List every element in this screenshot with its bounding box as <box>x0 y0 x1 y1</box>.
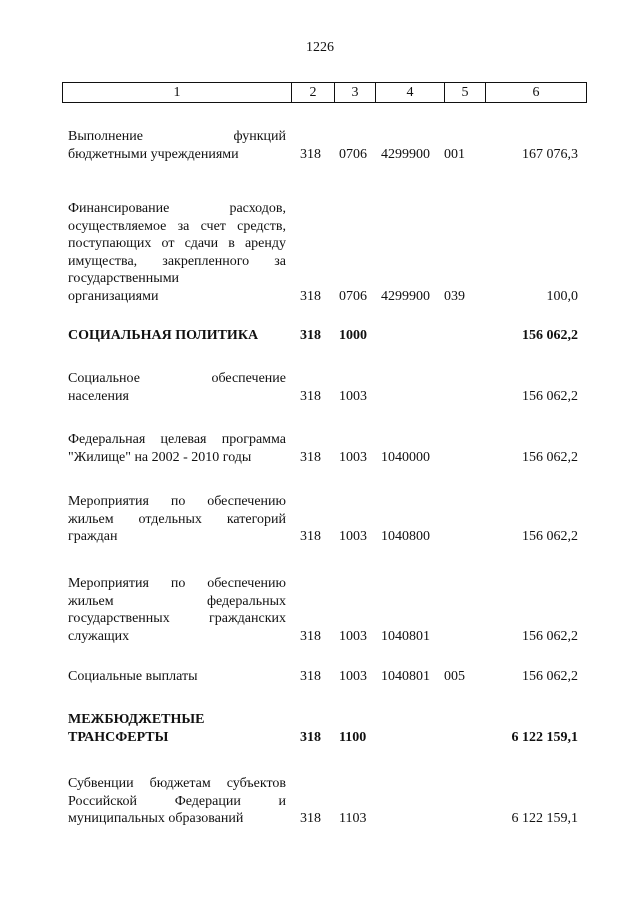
description-line: населения <box>68 388 129 404</box>
row-description <box>68 575 286 645</box>
cell-amount: 156 062,2 <box>522 388 578 404</box>
description-line: Субвенции бюджетам субъектов <box>68 776 286 791</box>
cell-code-2: 1003 <box>339 669 367 684</box>
description-line: Финансирование расходов, <box>68 201 286 216</box>
description-line: Социальные выплаты <box>68 669 198 684</box>
row-description <box>68 200 286 305</box>
column-header-6: 6 <box>486 83 587 103</box>
cell-code-2: 1003 <box>339 449 367 465</box>
cell-code-2: 1003 <box>339 388 367 404</box>
cell-code-4: 005 <box>444 669 465 684</box>
description-line: Мероприятия по обеспечению <box>68 494 286 509</box>
description-line: Мероприятия по обеспечению <box>68 576 286 591</box>
description-line: "Жилище" на 2002 - 2010 годы <box>68 449 252 465</box>
column-header-1: 1 <box>63 83 292 103</box>
cell-code-1: 318 <box>300 288 321 304</box>
cell-amount: 100,0 <box>546 288 578 304</box>
row-description <box>68 327 286 345</box>
cell-code-1: 318 <box>300 529 321 544</box>
column-header-5: 5 <box>445 83 486 103</box>
cell-amount: 156 062,2 <box>522 328 578 343</box>
description-line: имущества, закрепленного за <box>68 253 286 269</box>
cell-amount: 156 062,2 <box>522 628 578 644</box>
column-header-2: 2 <box>292 83 335 103</box>
description-line: муниципальных образований <box>68 811 244 826</box>
cell-amount: 6 122 159,1 <box>511 811 578 826</box>
description-line: служащих <box>68 628 130 644</box>
cell-code-4: 039 <box>444 288 465 304</box>
description-line: организациями <box>68 288 159 304</box>
column-header-table <box>62 82 587 103</box>
cell-amount: 156 062,2 <box>522 449 578 465</box>
cell-code-1: 318 <box>300 146 321 162</box>
page-number: 1226 <box>306 40 334 55</box>
description-line: государственными <box>68 271 180 286</box>
cell-code-1: 318 <box>300 669 321 684</box>
column-header-4: 4 <box>376 83 445 103</box>
cell-code-2: 1100 <box>339 729 367 745</box>
section-title: ТРАНСФЕРТЫ <box>68 729 169 745</box>
cell-code-2: 1000 <box>339 328 367 343</box>
cell-amount: 167 076,3 <box>522 146 578 162</box>
cell-code-3: 4299900 <box>381 288 430 304</box>
row-description <box>68 431 286 466</box>
row-description <box>68 370 286 405</box>
cell-code-1: 318 <box>300 729 321 745</box>
description-line: жильем отдельных категорий <box>68 511 286 527</box>
description-line: Российской Федерации и <box>68 793 286 809</box>
cell-code-3: 1040000 <box>381 449 430 465</box>
cell-code-4: 001 <box>444 146 465 162</box>
cell-code-1: 318 <box>300 328 321 343</box>
description-line: осуществляемое за счет средств, <box>68 218 286 234</box>
cell-amount: 6 122 159,1 <box>511 729 578 745</box>
section-title: СОЦИАЛЬНАЯ ПОЛИТИКА <box>68 328 259 343</box>
cell-amount: 156 062,2 <box>522 669 578 684</box>
cell-code-1: 318 <box>300 811 321 826</box>
cell-code-2: 0706 <box>339 146 367 162</box>
cell-code-2: 0706 <box>339 288 367 304</box>
cell-code-3: 1040801 <box>381 628 430 644</box>
row-description <box>68 668 286 686</box>
row-description <box>68 711 286 746</box>
cell-code-1: 318 <box>300 388 321 404</box>
cell-code-1: 318 <box>300 628 321 644</box>
cell-code-3: 4299900 <box>381 146 430 162</box>
cell-amount: 156 062,2 <box>522 529 578 544</box>
cell-code-2: 1103 <box>339 811 367 826</box>
description-line: Федеральная целевая программа <box>68 432 286 447</box>
description-line: Выполнение функций <box>68 129 286 144</box>
row-description <box>68 493 286 546</box>
column-header-3: 3 <box>335 83 376 103</box>
description-line: граждан <box>68 529 118 544</box>
row-description <box>68 128 286 163</box>
description-line: государственных гражданских <box>68 611 286 626</box>
column-header-row <box>63 83 587 103</box>
description-line: бюджетными учреждениями <box>68 146 239 162</box>
description-line: поступающих от сдачи в аренду <box>68 236 286 251</box>
row-description <box>68 775 286 828</box>
cell-code-3: 1040801 <box>381 669 430 684</box>
cell-code-1: 318 <box>300 449 321 465</box>
description-line: жильем федеральных <box>68 593 286 609</box>
section-title: МЕЖБЮДЖЕТНЫЕ <box>68 712 205 727</box>
cell-code-2: 1003 <box>339 628 367 644</box>
cell-code-3: 1040800 <box>381 529 430 544</box>
description-line: Социальное обеспечение <box>68 371 286 386</box>
cell-code-2: 1003 <box>339 529 367 544</box>
